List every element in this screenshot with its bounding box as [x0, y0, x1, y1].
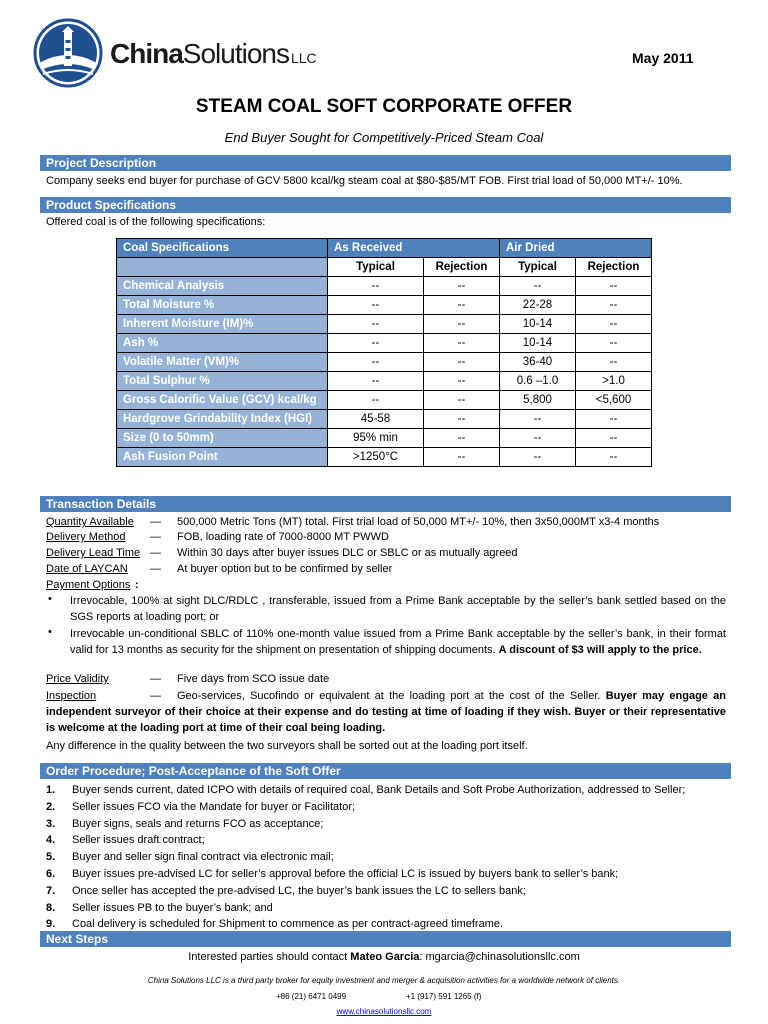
inspection-label: Inspection	[46, 690, 97, 702]
cell: 45-58	[328, 410, 424, 429]
step-number: 6.	[46, 867, 56, 880]
cell: --	[328, 334, 424, 353]
brand-suffix: LLC	[290, 50, 317, 66]
list-item	[46, 883, 685, 900]
step-text: Coal delivery is scheduled for Shipment to commence as per contract-agreed timeframe.	[72, 918, 504, 931]
cell: >1.0	[576, 372, 652, 391]
step-text: Buyer and seller sign final contract via electronic mail;	[72, 851, 334, 864]
cell: --	[424, 334, 500, 353]
dash: —	[150, 673, 161, 685]
cell: 36-40	[500, 353, 576, 372]
cell: --	[576, 429, 652, 448]
dash: —	[150, 563, 161, 575]
cell: >1250°C	[328, 448, 424, 467]
cell: --	[328, 372, 424, 391]
step-text: Buyer issues pre-advised LC for seller’s approval before the official LC is issued by buyers bank to seller’s bank;	[72, 867, 619, 880]
dash: —	[150, 690, 161, 702]
contact-name: Mateo Garcia	[350, 951, 420, 963]
table-row	[117, 296, 652, 315]
inspection-text: Geo-services, Sucofindo or equivalent at the loading port at the cost of the Seller.	[177, 690, 601, 702]
order-steps-list	[46, 782, 685, 933]
bullet-icon: •	[48, 593, 52, 605]
document-date: May 2011	[632, 50, 694, 66]
row-label: Ash Fusion Point	[117, 448, 328, 467]
laycan-value: At buyer option but to be confirmed by seller	[177, 563, 393, 575]
subheader-blank	[117, 258, 328, 277]
row-label: Ash %	[117, 334, 328, 353]
document-title: STEAM COAL SOFT CORPORATE OFFER	[195, 96, 573, 117]
dash: —	[150, 547, 161, 559]
cell: --	[424, 315, 500, 334]
brand-rest: Solutions	[182, 38, 289, 69]
cell: --	[424, 391, 500, 410]
col-header-air-dried: Air Dried	[500, 239, 652, 258]
step-text: Seller issues PB to the buyer’s bank; and	[72, 901, 273, 914]
subheader-rejection: Rejection	[424, 258, 500, 277]
cell: 5,800	[500, 391, 576, 410]
row-label: Total Moisture %	[117, 296, 328, 315]
col-header-specifications: Coal Specifications	[117, 239, 328, 258]
quantity-label: Quantity Available	[46, 516, 134, 528]
cell: 10-14	[500, 315, 576, 334]
section-order-procedure: Order Procedure; Post-Acceptance of the Soft Offer	[40, 763, 731, 779]
specifications-intro: Offered coal is of the following specifications:	[46, 216, 266, 228]
list-item	[46, 849, 685, 866]
payment-option-2	[70, 626, 726, 658]
section-product-specifications: Product Specifications	[40, 197, 731, 213]
list-item	[46, 799, 685, 816]
list-item	[46, 782, 685, 799]
row-label: Volatile Matter (VM)%	[117, 353, 328, 372]
section-next-steps: Next Steps	[40, 931, 731, 947]
cell: --	[576, 277, 652, 296]
inspection-paragraph	[46, 688, 726, 736]
table-row	[117, 277, 652, 296]
table-row	[117, 372, 652, 391]
cell: 95% min	[328, 429, 424, 448]
coal-specifications-table	[116, 238, 652, 467]
cell: --	[500, 448, 576, 467]
bullet-icon: •	[48, 626, 52, 638]
cell: --	[500, 410, 576, 429]
step-number: 7.	[46, 884, 56, 897]
cell: --	[328, 277, 424, 296]
row-label: Chemical Analysis	[117, 277, 328, 296]
step-number: 8.	[46, 901, 56, 914]
subheader-rejection: Rejection	[576, 258, 652, 277]
section-project-description: Project Description	[40, 155, 731, 171]
dash: —	[150, 516, 161, 528]
table-subheader-row	[117, 258, 652, 277]
step-number: 2.	[46, 800, 56, 813]
cell: --	[424, 448, 500, 467]
document-subtitle: End Buyer Sought for Competitively-Priced Steam Coal	[224, 130, 544, 145]
cell: --	[328, 296, 424, 315]
cell: --	[424, 296, 500, 315]
cell: --	[576, 353, 652, 372]
cell: --	[500, 429, 576, 448]
footer-fax: +1 (917) 591 1265 (f)	[406, 992, 482, 1001]
dash: —	[150, 531, 161, 543]
contact-line	[0, 951, 768, 963]
step-number: 5.	[46, 851, 56, 864]
step-text: Once seller has accepted the pre-advised LC, the buyer’s bank issues the LC to sellers bank;	[72, 884, 526, 897]
cell: --	[576, 448, 652, 467]
cell: --	[424, 429, 500, 448]
step-number: 3.	[46, 817, 56, 830]
footer-phone: +86 (21) 6471 0499	[276, 992, 347, 1001]
row-label: Hardgrove Grindability Index (HGI)	[117, 410, 328, 429]
payment-options-label: Payment Options	[46, 579, 131, 591]
lighthouse-logo-icon	[33, 18, 103, 88]
cell: --	[576, 296, 652, 315]
list-item	[46, 866, 685, 883]
col-header-as-received: As Received	[328, 239, 500, 258]
table-row	[117, 334, 652, 353]
payment-option-2-text: Irrevocable un-conditional SBLC of 110% one-month value issued from a Prime Bank acceptable by the seller’s bank, in their format valid for 13 months as security for the shipment on presentation of shipping documents.	[70, 628, 726, 656]
cell: 22-28	[500, 296, 576, 315]
step-number: 9.	[46, 918, 56, 931]
price-validity-value: Five days from SCO issue date	[177, 673, 330, 685]
table-header-row	[117, 239, 652, 258]
payment-option-2-discount: A discount of $3 will apply to the price.	[498, 644, 702, 656]
step-number: 1.	[46, 784, 56, 796]
laycan-label: Date of LAYCAN	[46, 563, 128, 575]
footer-website-link[interactable]: www.chinasolutionsllc.com	[336, 1007, 432, 1016]
step-number: 4.	[46, 834, 56, 847]
list-item	[46, 900, 685, 917]
table-row	[117, 391, 652, 410]
inspection-buyer-note: Buyer may engage an independent surveyor of their choice at their expense and do testing at time of loading if they wish. Buyer or their representative is welcome at the loading port at time of their coal being loading.	[46, 690, 726, 734]
step-text: Seller issues draft contract;	[72, 834, 205, 847]
company-name	[110, 38, 317, 70]
cell: --	[576, 315, 652, 334]
lead-time-label: Delivery Lead Time	[46, 547, 141, 559]
contact-email[interactable]: : mgarcia@chinasolutionsllc.com	[419, 951, 580, 963]
cell: --	[424, 372, 500, 391]
project-description-text: Company seeks end buyer for purchase of GCV 5800 kcal/kg steam coal at $80-$85/MT FOB. First trial load of 50,000 MT+/- 10%.	[46, 175, 683, 187]
step-text: Buyer signs, seals and returns FCO as acceptance;	[72, 817, 324, 830]
table-row	[117, 410, 652, 429]
footer-about: China Solutions LLC is a third party broker for equity investment and merger & acquisition activities for a worldwide network of clients.	[147, 976, 621, 985]
list-item	[46, 816, 685, 833]
price-validity-label: Price Validity	[46, 673, 109, 685]
brand-bold: China	[110, 38, 183, 69]
delivery-method-value: FOB, loading rate of 7000-8000 MT PWWD	[177, 531, 389, 543]
cell: --	[424, 353, 500, 372]
table-row	[117, 353, 652, 372]
subheader-typical: Typical	[328, 258, 424, 277]
cell: --	[328, 353, 424, 372]
cell: --	[424, 277, 500, 296]
table-row	[117, 448, 652, 467]
lead-time-value: Within 30 days after buyer issues DLC or SBLC or as mutually agreed	[177, 547, 518, 559]
subheader-typical: Typical	[500, 258, 576, 277]
row-label: Gross Calorific Value (GCV) kcal/kg	[117, 391, 328, 410]
section-transaction-details: Transaction Details	[40, 496, 731, 512]
cell: --	[424, 410, 500, 429]
table-row	[117, 429, 652, 448]
list-item	[46, 832, 685, 849]
cell: 10-14	[500, 334, 576, 353]
payment-option-1: Irrevocable, 100% at sight DLC/RDLC , transferable, issued from a Prime Bank acceptable by the seller’s bank settled based on the SGS reports at loading port; or	[70, 595, 726, 623]
cell: --	[576, 334, 652, 353]
contact-prefix: Interested parties should contact	[188, 951, 348, 963]
row-label: Size (0 to 50mm)	[117, 429, 328, 448]
row-label: Inherent Moisture (IM)%	[117, 315, 328, 334]
quantity-value: 500,000 Metric Tons (MT) total. First trial load of 50,000 MT+/- 10%, then 3x50,000MT x3-4 months	[177, 516, 660, 528]
payment-colon: :	[135, 579, 139, 591]
cell: --	[328, 315, 424, 334]
table-row	[117, 315, 652, 334]
cell: --	[328, 391, 424, 410]
cell: --	[500, 277, 576, 296]
step-text: Buyer sends current, dated ICPO with details of required coal, Bank Details and Soft Probe Authorization, addressed to Seller;	[72, 784, 686, 796]
surveyor-difference-note: Any difference in the quality between the two surveyors shall be sorted out at the loading port itself.	[46, 740, 528, 752]
step-text: Seller issues FCO via the Mandate for buyer or Facilitator;	[72, 800, 356, 813]
delivery-method-label: Delivery Method	[46, 531, 126, 543]
cell: --	[576, 410, 652, 429]
cell: <5,600	[576, 391, 652, 410]
row-label: Total Sulphur %	[117, 372, 328, 391]
cell: 0.6 –1.0	[500, 372, 576, 391]
